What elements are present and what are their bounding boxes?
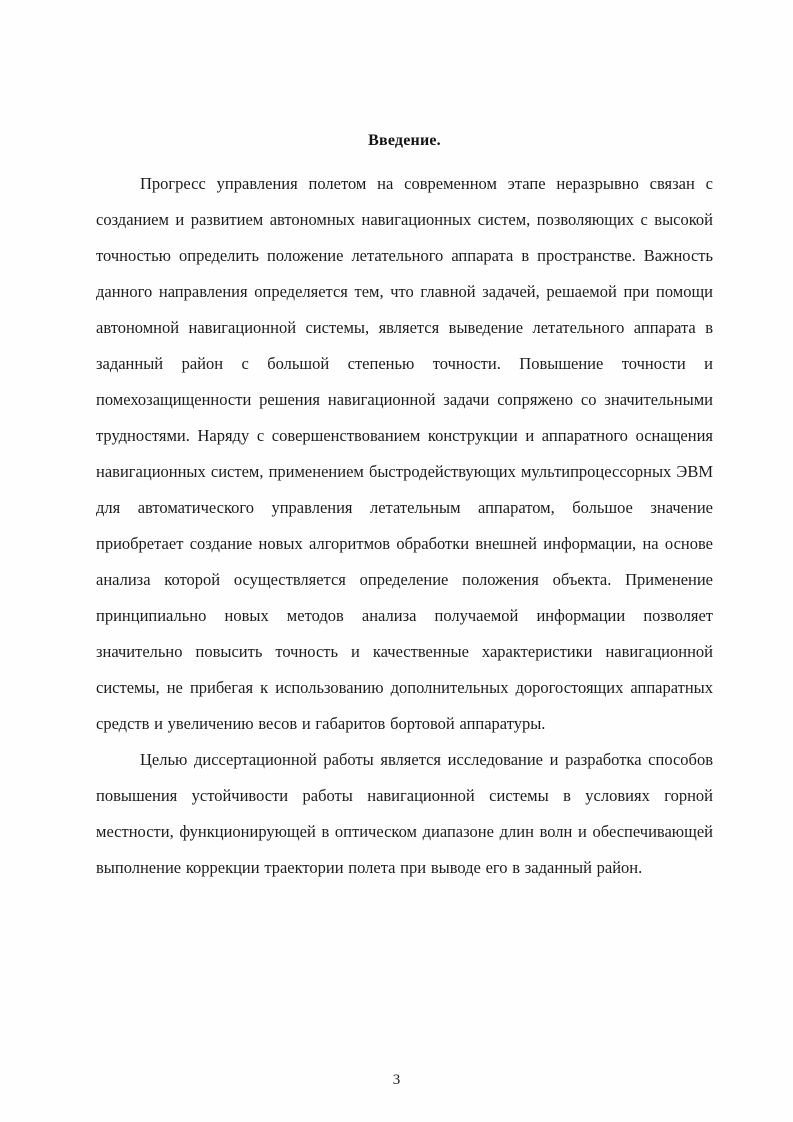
section-heading: Введение. bbox=[368, 132, 441, 149]
paragraph-2: Целью диссертационной работы является исследование и разработка способов повышения устойчивости работы навигационной системы в условиях горной местности, функционирующей в оптическом диапазоне длин волн и обеспечивающей выполнение коррекции траектории полета при выводе его в заданный район. bbox=[96, 750, 713, 877]
paragraph-1: Прогресс управления полетом на современном этапе неразрывно связан с созданием и развитием автономных навигационных систем, позволяющих с высокой точностью определить положение летательного аппарата в пространстве. Важность данного направления определяется тем, что главной задачей, решаемой при помощи автономной навигационной системы, является выведение летательного аппарата в заданный район с большой степенью точности. Повышение точности и помехозащищенности решения навигационной задачи сопряжено со значительными трудностями. Наряду с совершенствованием конструкции и аппаратного оснащения навигационных систем, применением быстродействующих мультипроцессорных ЭВМ для автоматического управления летательным аппаратом, большое значение приобретает создание новых алгоритмов обработки внешней информации, на основе анализа которой осуществляется определение положения объекта. Применение принципиально новых методов анализа получаемой информации позволяет значительно повысить точность и качественные характеристики навигационной системы, не прибегая к использованию дополнительных дорогостоящих аппаратных средств и увеличению весов и габаритов бортовой аппаратуры. bbox=[96, 174, 713, 733]
document-body bbox=[96, 132, 713, 886]
page-number: 3 bbox=[392, 1072, 401, 1088]
